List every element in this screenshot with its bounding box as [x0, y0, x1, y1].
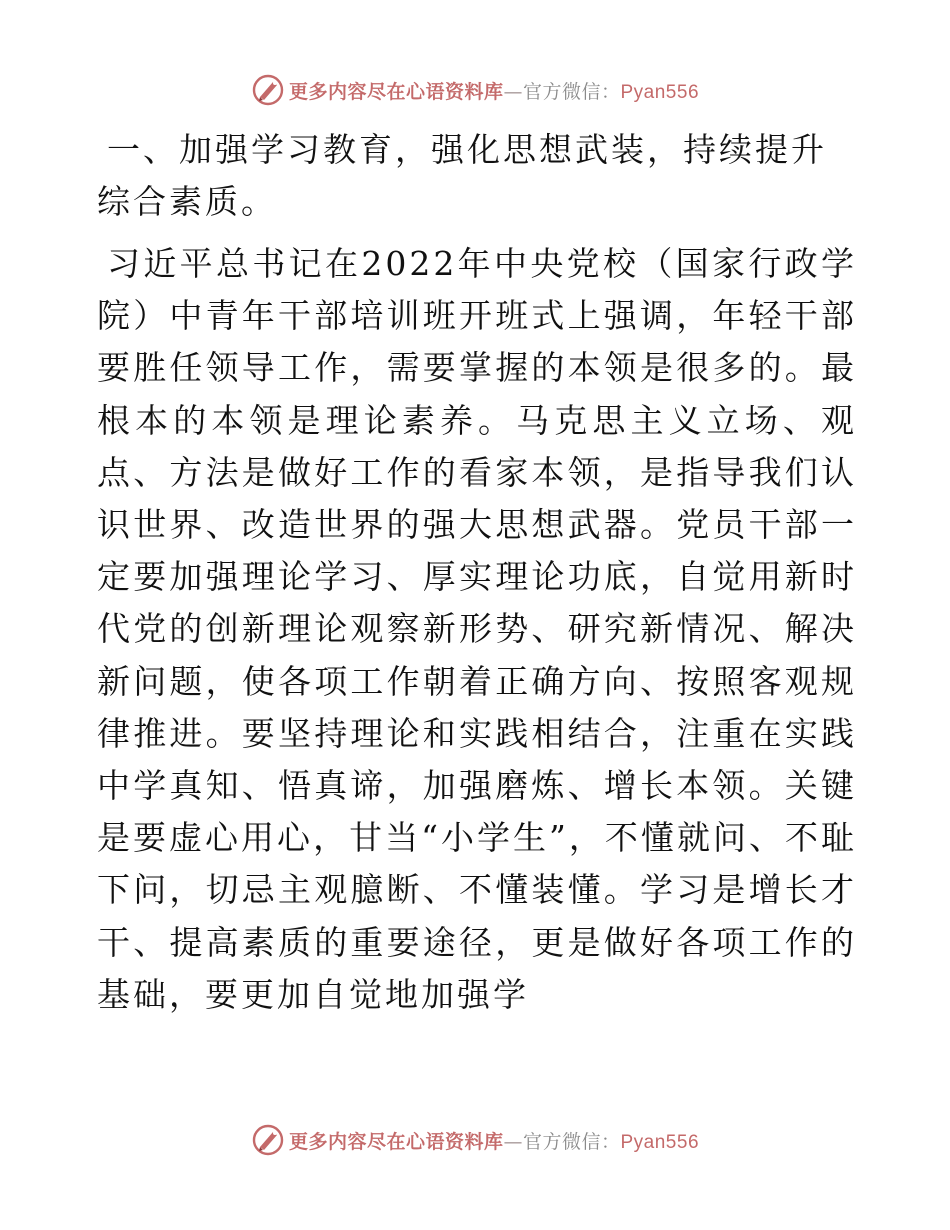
pen-logo-icon: [251, 1123, 285, 1157]
watermark-dash: —: [503, 80, 523, 103]
pen-logo-icon: [251, 73, 285, 107]
section-heading: 一、加强学习教育，强化思想武装，持续提升综合素质。: [97, 130, 827, 221]
watermark-wechat-label: 官方微信：: [522, 1130, 621, 1153]
watermark-wechat-id: Pyan556: [620, 1131, 700, 1153]
watermark-text: [289, 1127, 699, 1154]
watermark-text: [289, 77, 699, 104]
header-watermark: [0, 70, 950, 110]
watermark-wechat-id: Pyan556: [620, 81, 700, 103]
watermark-dash: —: [503, 1130, 523, 1153]
document-body: [97, 124, 857, 1021]
footer-watermark: [0, 1120, 950, 1160]
watermark-brand: 更多内容尽在心语资料库: [288, 80, 504, 103]
watermark-brand: 更多内容尽在心语资料库: [288, 1130, 504, 1153]
watermark-wechat-label: 官方微信：: [522, 80, 621, 103]
body-paragraph: 习近平总书记在2022年中央党校（国家行政学院）中青年干部培训班开班式上强调，年轻干部要胜任领导工作，需要掌握的本领是很多的。最根本的本领是理论素养。马克思主义立场、观点、方法是做好工作的看家本领，是指导我们认识世界、改造世界的强大思想武器。党员干部一定要加强理论学习、厚实理论功底，自觉用新时代党的创新理论观察新形势、研究新情况、解决新问题，使各项工作朝着正确方向、按照客观规律推进。要坚持理论和实践相结合，注重在实践中学真知、悟真谛，加强磨炼、增长本领。关键是要虚心用心，甘当“小学生”，不懂就问、不耻下问，切忌主观臆断、不懂装懂。学习是增长才干、提高素质的重要途径，更是做好各项工作的基础，要更加自觉地加强学: [97, 244, 857, 1014]
